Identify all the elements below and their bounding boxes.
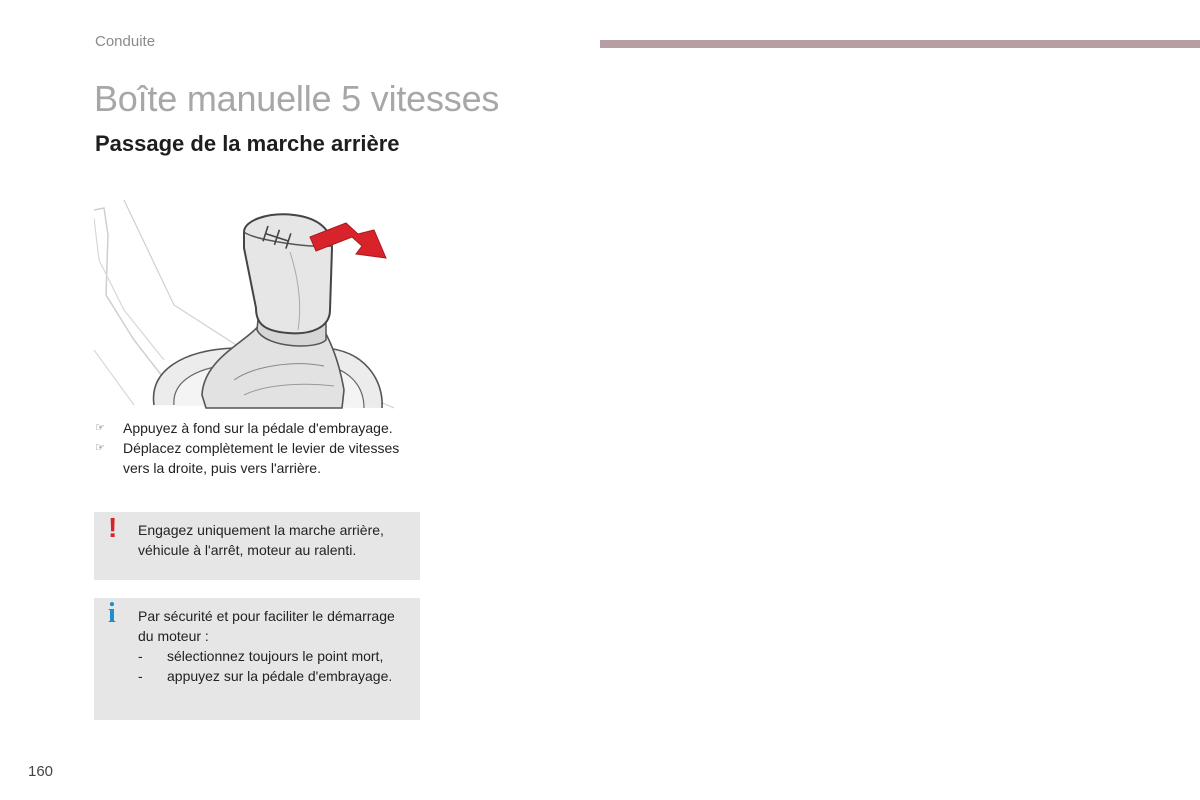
list-item [95, 418, 425, 438]
section-label: Conduite [95, 33, 156, 50]
info-list [138, 646, 410, 686]
list-item [138, 646, 410, 666]
info-note [94, 598, 420, 720]
info-item-text: sélectionnez toujours le point mort, [167, 648, 384, 664]
info-intro: Par sécurité et pour faciliter le démarrage du moteur : [138, 608, 395, 644]
gear-lever-illustration [94, 190, 394, 410]
header-rule [600, 40, 1200, 48]
step-text: Appuyez à fond sur la pédale d'embrayage. [123, 420, 393, 436]
info-item-text: appuyez sur la pédale d'embrayage. [167, 668, 393, 684]
list-item [138, 666, 410, 686]
section-heading: Passage de la marche arrière [95, 131, 400, 156]
step-text: Déplacez complètement le levier de vitesses vers la droite, puis vers l'arrière. [123, 440, 400, 476]
instruction-steps [95, 418, 425, 478]
dash-bullet: - [138, 668, 143, 684]
gear-lever-drawing [94, 190, 394, 410]
exclamation-icon: ! [108, 512, 118, 543]
page-title: Boîte manuelle 5 vitesses [94, 78, 500, 119]
info-icon: i [108, 598, 116, 629]
hand-pointer-icon: ☞ [95, 422, 105, 434]
list-item [95, 438, 425, 478]
warning-text: Engagez uniquement la marche arrière, véhicule à l'arrêt, moteur au ralenti. [138, 522, 384, 558]
hand-pointer-icon: ☞ [95, 442, 105, 454]
warning-note [94, 512, 420, 580]
page-number: 160 [28, 763, 54, 780]
dash-bullet: - [138, 648, 143, 664]
